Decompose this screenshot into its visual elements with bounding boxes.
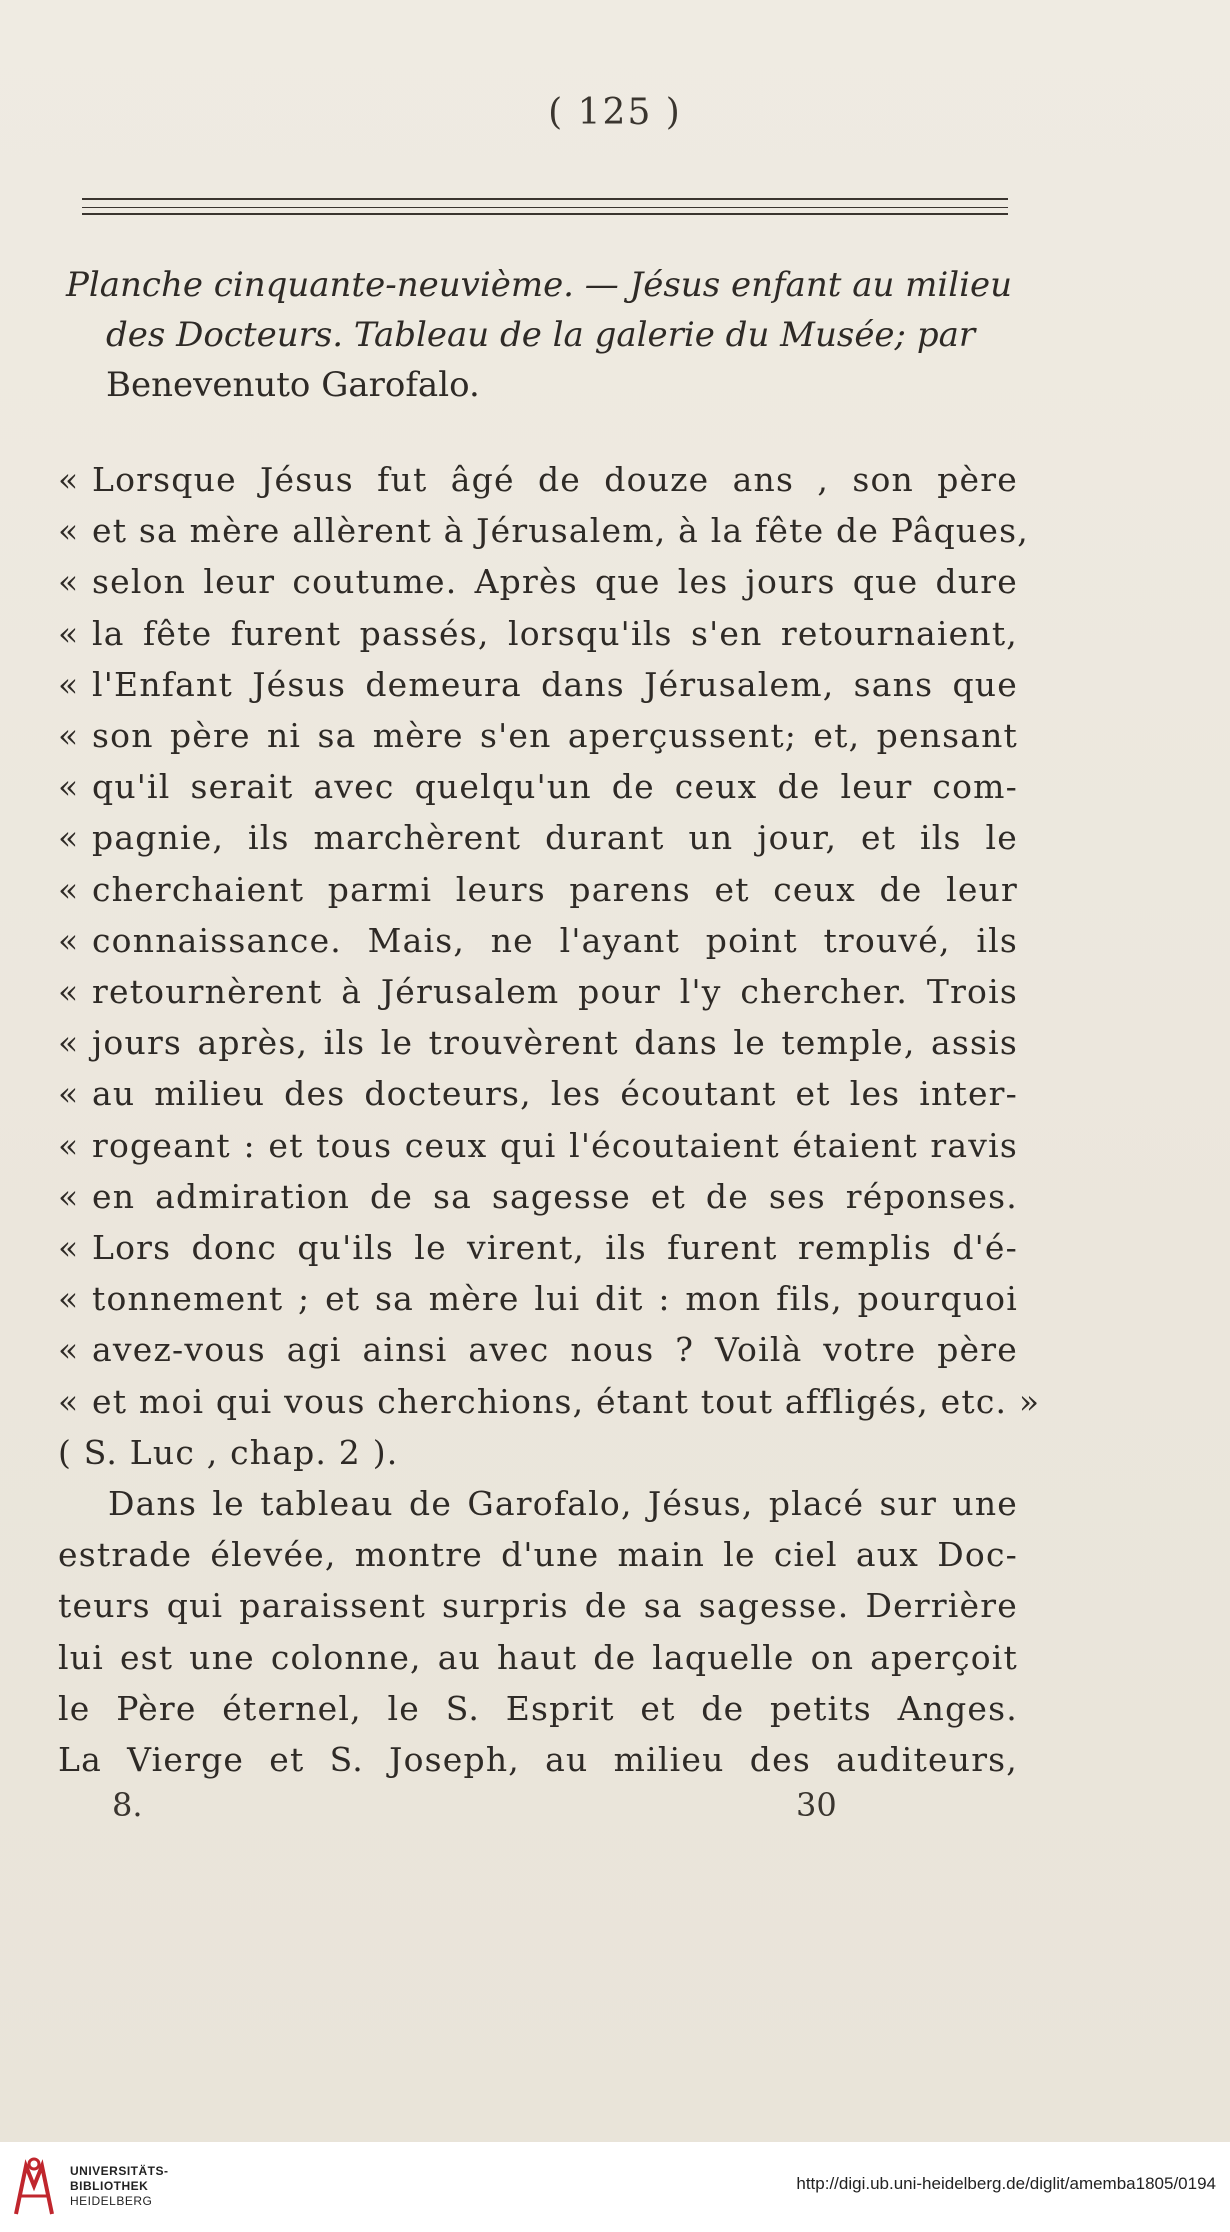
guillemet-mark: « xyxy=(58,972,80,1012)
quote-line xyxy=(58,1120,1018,1171)
quote-line xyxy=(58,1273,1018,1324)
quote-text: cherchaient parmi leurs parens et ceux de leur xyxy=(92,869,1018,909)
quote-line xyxy=(58,659,1018,710)
quote-text: rogeant : et tous ceux qui l'écoutaient étaient ravis xyxy=(92,1125,1018,1165)
quote-line xyxy=(58,608,1018,659)
library-name: UNIVERSITÄTS- BIBLIOTHEK HEIDELBERG xyxy=(70,2164,169,2208)
viewer-footer xyxy=(0,2142,1230,2232)
quote-line xyxy=(58,556,1018,607)
quote-text: l'Enfant Jésus demeura dans Jérusalem, sans que xyxy=(92,664,1018,704)
guillemet-mark: « xyxy=(58,716,80,756)
description-line: La Vierge et S. Joseph, au milieu des auditeurs, xyxy=(58,1740,1018,1780)
header-rule xyxy=(82,213,1008,215)
guillemet-mark: « xyxy=(58,664,80,704)
quote-line xyxy=(58,1376,1041,1427)
quote-line xyxy=(58,1324,1018,1375)
description-line: teurs qui paraissent surpris de sa sagesse. Derrière xyxy=(58,1586,1018,1626)
quote-text: en admiration de sa sagesse et de ses réponses. xyxy=(92,1176,1018,1216)
quote-text: tonnement ; et sa mère lui dit : mon fils, pourquoi xyxy=(92,1279,1018,1319)
caption-line: Benevenuto Garofalo. xyxy=(106,365,480,405)
guillemet-mark: « xyxy=(58,1381,80,1421)
guillemet-mark: « xyxy=(58,920,80,960)
guillemet-mark: « xyxy=(58,869,80,909)
quote-text: connaissance. Mais, ne l'ayant point trouvé, ils xyxy=(92,920,1018,960)
page-number: ( 125 ) xyxy=(548,92,682,133)
description-line: Dans le tableau de Garofalo, Jésus, placé sur une xyxy=(108,1484,1018,1524)
quote-text: avez-vous agi ainsi avec nous ? Voilà votre père xyxy=(92,1330,1018,1370)
quote-text: son père ni sa mère s'en aperçussent; et, pensant xyxy=(92,716,1018,756)
quote-line xyxy=(58,1171,1018,1222)
guillemet-mark: « xyxy=(58,1228,80,1268)
quote-line xyxy=(58,915,1018,966)
quote-line xyxy=(58,505,1029,556)
quote-line xyxy=(58,1017,1018,1068)
library-logo-icon xyxy=(12,2156,56,2216)
quote-text: au milieu des docteurs, les écoutant et les inter- xyxy=(92,1074,1018,1114)
quote-text: retournèrent à Jérusalem pour l'y chercher. Trois xyxy=(92,972,1018,1012)
quote-line xyxy=(58,761,1018,812)
guillemet-mark: « xyxy=(58,562,80,602)
guillemet-mark: « xyxy=(58,613,80,653)
quote-text: qu'il serait avec quelqu'un de ceux de leur com- xyxy=(92,767,1018,807)
source-url-link[interactable]: http://digi.ub.uni-heidelberg.de/diglit/amemba1805/0194 xyxy=(796,2174,1216,2193)
quote-text: jours après, ils le trouvèrent dans le temple, assis xyxy=(92,1023,1018,1063)
guillemet-mark: « xyxy=(58,1279,80,1319)
caption-line: des Docteurs. Tableau de la galerie du Musée; par xyxy=(106,315,976,355)
description-line: lui est une colonne, au haut de laquelle on aperçoit xyxy=(58,1637,1018,1677)
header-rule xyxy=(82,198,1008,200)
guillemet-mark: « xyxy=(58,1074,80,1114)
quote-text: Lorsque Jésus fut âgé de douze ans , son père xyxy=(92,460,1018,499)
guillemet-mark: « xyxy=(58,460,80,499)
description-line: estrade élevée, montre d'une main le ciel aux Doc- xyxy=(58,1535,1018,1575)
quote-line xyxy=(58,1068,1018,1119)
description-line: le Père éternel, le S. Esprit et de petits Anges. xyxy=(58,1688,1018,1728)
quote-text: la fête furent passés, lorsqu'ils s'en retournaient, xyxy=(92,613,1018,653)
caption-line: Planche cinquante-neuvième. — Jésus enfant au milieu xyxy=(66,265,1013,305)
quote-text: et moi qui vous cherchions, étant tout affligés, etc. » xyxy=(92,1381,1041,1421)
quote-line xyxy=(58,454,1018,505)
quote-text: pagnie, ils marchèrent durant un jour, et ils le xyxy=(92,818,1018,858)
signature-number: 30 xyxy=(796,1786,837,1824)
guillemet-mark: « xyxy=(58,767,80,807)
quote-line xyxy=(58,812,1018,863)
quote-line xyxy=(58,966,1018,1017)
body-text xyxy=(58,454,1041,1785)
signature-mark: 8. xyxy=(112,1786,143,1824)
guillemet-mark: « xyxy=(58,1330,80,1370)
quote-line xyxy=(58,710,1018,761)
guillemet-mark: « xyxy=(58,818,80,858)
guillemet-mark: « xyxy=(58,1023,80,1063)
quote-text: et sa mère allèrent à Jérusalem, à la fête de Pâques, xyxy=(92,511,1029,551)
guillemet-mark: « xyxy=(58,1125,80,1165)
quote-line xyxy=(58,1222,1018,1273)
quote-text: Lors donc qu'ils le virent, ils furent remplis d'é- xyxy=(92,1228,1018,1268)
plate-caption xyxy=(66,260,1026,410)
header-rule xyxy=(82,207,1008,208)
guillemet-mark: « xyxy=(58,511,80,551)
guillemet-mark: « xyxy=(58,1176,80,1216)
quote-text: selon leur coutume. Après que les jours que dure xyxy=(92,562,1018,602)
citation: ( S. Luc , chap. 2 ). xyxy=(58,1432,399,1472)
quote-line xyxy=(58,864,1018,915)
